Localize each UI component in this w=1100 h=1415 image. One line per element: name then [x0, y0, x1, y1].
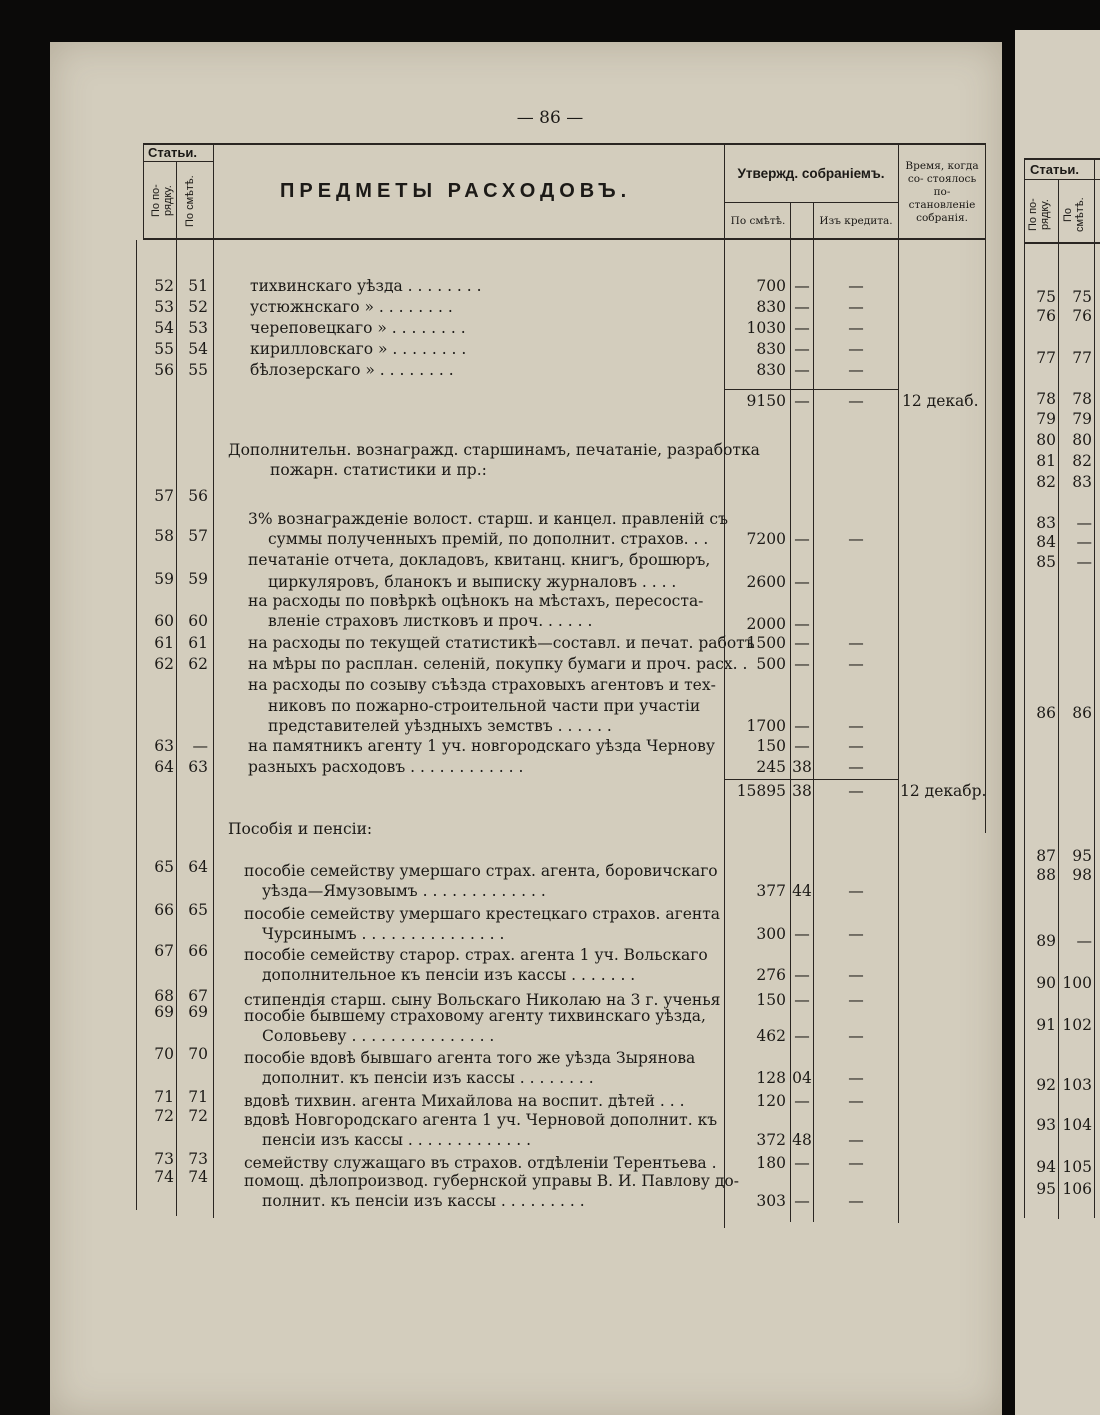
row-description: печатаніе отчета, докладовъ, квитанц. книгъ, брошюръ, [248, 550, 711, 569]
right-col-line [1094, 158, 1095, 1218]
amount-rubles: 1700 [746, 717, 786, 735]
row-description: на расходы по текущей статистикѣ—составл. и печат. работъ [248, 634, 755, 652]
row-order-number: 53 [154, 298, 174, 316]
right-row-estimate-number: 77 [1072, 349, 1092, 367]
table-title: ПРЕДМЕТЫ РАСХОДОВЪ. [280, 180, 632, 202]
amount-rubles: 462 [756, 1027, 786, 1045]
row-description: пособіе семейству старор. страх. агента 1 уч. Вольскаго [244, 946, 708, 964]
amount-rubles: 180 [756, 1154, 786, 1172]
row-order-number: 61 [154, 634, 174, 652]
row-order-number: 74 [154, 1168, 174, 1186]
right-row-estimate-number: 76 [1072, 307, 1092, 325]
total2-date: 12 декабр. [900, 782, 987, 800]
amount-kopecks: 48 [792, 1131, 812, 1149]
row-estimate-number: 73 [188, 1150, 208, 1168]
amount-kopecks: — [794, 1192, 810, 1210]
amount-kopecks: — [794, 298, 810, 316]
total2-rule [724, 779, 898, 780]
amount-credit: — [848, 991, 864, 1009]
row-description: дополнит. къ пенсіи изъ кассы . . . . . . . . [262, 1069, 594, 1087]
amount-credit: — [848, 925, 864, 943]
amount-kopecks: — [794, 991, 810, 1009]
row-order-number: 59 [154, 570, 174, 588]
row-description: 3% вознагражденіе волост. старш. и канцел. правленій съ [248, 510, 728, 528]
amount-credit: — [848, 717, 864, 735]
row-description: вленіе страховъ листковъ и проч. . . . . . [268, 612, 593, 630]
right-articles-header: Статьи. [1030, 162, 1079, 177]
amount-kopecks: — [794, 1027, 810, 1045]
right-row-estimate-number: — [1076, 514, 1092, 532]
row-description: семейству служащаго въ страхов. отдѣленіи Терентьева . [244, 1154, 717, 1172]
amount-credit: — [848, 1092, 864, 1110]
row-description: разныхъ расходовъ . . . . . . . . . . . . [248, 758, 524, 776]
row-estimate-number: 60 [188, 612, 208, 630]
right-row-estimate-number: 95 [1072, 847, 1092, 865]
row-estimate-number: 52 [188, 298, 208, 316]
right-header-rule [1024, 242, 1100, 244]
section1-line2: пожарн. статистики и пр.: [270, 461, 487, 479]
amount-rubles: 1030 [746, 319, 786, 337]
amount-kopecks: 44 [792, 882, 812, 900]
section1-line1: Дополнительн. вознагражд. старшинамъ, печатаніе, разработка [228, 441, 760, 459]
right-row-estimate-number: — [1076, 533, 1092, 551]
row-order-number: 54 [154, 319, 174, 337]
amount-kopecks: 38 [792, 758, 812, 776]
amount-credit: — [848, 1027, 864, 1045]
amount-kopecks: — [794, 1154, 810, 1172]
row-description: пособіе семейству умершаго страх. агента, боровичскаго [244, 862, 718, 880]
amount-credit: — [848, 277, 864, 295]
right-row-order-number: 95 [1036, 1180, 1056, 1198]
right-articles-rule [1024, 179, 1100, 180]
section2-title: Пособія и пенсіи: [228, 820, 373, 838]
right-row-order-number: 82 [1036, 473, 1056, 491]
row-order-number: 63 [154, 737, 174, 755]
right-row-estimate-number: 100 [1062, 974, 1092, 992]
row-estimate-number: 67 [188, 987, 208, 1005]
row-estimate-number: 72 [188, 1107, 208, 1125]
row-description: Чурсинымъ . . . . . . . . . . . . . . . [262, 925, 505, 943]
row-description: дополнительное къ пенсіи изъ кассы . . . . . . . [262, 966, 636, 984]
row-estimate-number: 70 [188, 1045, 208, 1063]
table-top-rule [143, 143, 985, 145]
row-estimate-number: 56 [188, 487, 208, 505]
amount-credit: — [848, 530, 864, 548]
amount-kopecks: — [794, 615, 810, 633]
right-row-order-number: 94 [1036, 1158, 1056, 1176]
amount-rubles: 7200 [746, 530, 786, 548]
time-header: Время, когда со- стоялось по- становленіе собранія. [905, 160, 979, 224]
row-description: вдовѣ тихвин. агента Михайлова на воспит. дѣтей . . . [244, 1092, 685, 1110]
col-line [898, 143, 899, 1223]
total2-credit: — [848, 782, 864, 800]
amount-credit: — [848, 966, 864, 984]
total1-kop: — [794, 392, 810, 410]
right-row-order-number: 75 [1036, 288, 1056, 306]
row-description: пенсіи изъ кассы . . . . . . . . . . . . . [262, 1131, 532, 1149]
amount-rubles: 120 [756, 1092, 786, 1110]
row-description: на расходы по повѣркѣ оцѣнокъ на мѣстахъ, пересоста- [248, 592, 704, 610]
right-row-estimate-number: 106 [1062, 1180, 1092, 1198]
row-description: пособіе бывшему страховому агенту тихвинскаго уѣзда, [244, 1007, 706, 1025]
total1-value: 9150 [746, 392, 786, 410]
row-description: тихвинскаго уѣзда . . . . . . . . [250, 277, 482, 295]
amount-kopecks: — [794, 634, 810, 652]
articles-rule [143, 161, 213, 162]
right-row-order-number: 92 [1036, 1076, 1056, 1094]
row-estimate-number: 71 [188, 1088, 208, 1106]
row-order-number: 70 [154, 1045, 174, 1063]
row-order-number: 68 [154, 987, 174, 1005]
right-row-order-number: 80 [1036, 431, 1056, 449]
col-line [985, 143, 986, 833]
right-row-order-number: 84 [1036, 533, 1056, 551]
amount-kopecks: — [794, 966, 810, 984]
amount-rubles: 830 [756, 340, 786, 358]
amount-credit: — [848, 655, 864, 673]
amount-rubles: 303 [756, 1192, 786, 1210]
amount-rubles: 128 [756, 1069, 786, 1087]
row-estimate-number: 55 [188, 361, 208, 379]
amount-credit: — [848, 298, 864, 316]
amount-kopecks: — [794, 340, 810, 358]
right-row-order-number: 76 [1036, 307, 1056, 325]
right-by-order-header: По по- рядку. [1027, 198, 1051, 232]
row-order-number: 66 [154, 901, 174, 919]
amount-rubles: 372 [756, 1131, 786, 1149]
amount-kopecks: — [794, 530, 810, 548]
row-description: устюжнскаго » . . . . . . . . [250, 298, 453, 316]
total1-rule [724, 389, 898, 390]
approved-estimate-header: По смѣтѣ. [730, 215, 786, 227]
row-estimate-number: 61 [188, 634, 208, 652]
row-order-number: 67 [154, 942, 174, 960]
amount-kopecks: — [794, 717, 810, 735]
col-line [724, 143, 725, 1228]
amount-rubles: 150 [756, 737, 786, 755]
right-row-order-number: 86 [1036, 704, 1056, 722]
row-estimate-number: — [192, 737, 208, 755]
right-row-order-number: 88 [1036, 866, 1056, 884]
right-row-order-number: 77 [1036, 349, 1056, 367]
amount-credit: — [848, 1131, 864, 1149]
row-order-number: 55 [154, 340, 174, 358]
amount-rubles: 830 [756, 361, 786, 379]
row-order-number: 73 [154, 1150, 174, 1168]
by-estimate-header: По смѣтѣ. [184, 175, 196, 227]
row-order-number: 60 [154, 612, 174, 630]
col-line [143, 143, 144, 240]
amount-rubles: 830 [756, 298, 786, 316]
amount-credit: — [848, 361, 864, 379]
right-row-estimate-number: 103 [1062, 1076, 1092, 1094]
amount-rubles: 377 [756, 882, 786, 900]
row-estimate-number: 59 [188, 570, 208, 588]
right-row-order-number: 81 [1036, 452, 1056, 470]
amount-kopecks: — [794, 319, 810, 337]
right-row-order-number: 90 [1036, 974, 1056, 992]
row-estimate-number: 63 [188, 758, 208, 776]
approved-sub-rule [724, 202, 898, 203]
row-estimate-number: 54 [188, 340, 208, 358]
total2-value: 15895 [736, 782, 786, 800]
row-description: пособіе семейству умершаго крестецкаго страхов. агента [244, 905, 721, 923]
amount-rubles: 700 [756, 277, 786, 295]
total1-date: 12 декаб. [902, 392, 979, 410]
right-row-order-number: 91 [1036, 1016, 1056, 1034]
amount-kopecks: 04 [792, 1069, 812, 1087]
amount-rubles: 2600 [746, 573, 786, 591]
row-description: вдовѣ Новгородскаго агента 1 уч. Черновой дополнит. къ [244, 1111, 718, 1129]
right-row-estimate-number: — [1076, 932, 1092, 950]
col-line-left [136, 240, 137, 1210]
row-description: пособіе вдовѣ бывшаго агента того же уѣзда Зырянова [244, 1049, 696, 1067]
row-order-number: 69 [154, 1003, 174, 1021]
amount-kopecks: — [794, 573, 810, 591]
amount-credit: — [848, 1069, 864, 1087]
header-bottom-rule [143, 238, 985, 240]
right-row-estimate-number: 105 [1062, 1158, 1092, 1176]
row-description: представителей уѣздныхъ земствъ . . . . . . [268, 717, 612, 735]
row-estimate-number: 51 [188, 277, 208, 295]
approved-header: Утвержд. собраніемъ. [737, 166, 885, 181]
row-order-number: 64 [154, 758, 174, 776]
row-order-number: 72 [154, 1107, 174, 1125]
row-estimate-number: 62 [188, 655, 208, 673]
row-estimate-number: 65 [188, 901, 208, 919]
col-line [213, 143, 214, 1218]
right-row-estimate-number: 102 [1062, 1016, 1092, 1034]
amount-credit: — [848, 1192, 864, 1210]
right-col-line [1058, 179, 1059, 1219]
col-line [176, 161, 177, 1216]
row-description: помощ. дѣлопроизвод. губернской управы В. И. Павлову до- [244, 1172, 739, 1190]
right-col-line [1024, 158, 1025, 1218]
total1-credit: — [848, 392, 864, 410]
articles-header: Статьи. [148, 145, 197, 160]
row-estimate-number: 64 [188, 858, 208, 876]
row-description: на мѣры по расплан. селеній, покупку бумаги и проч. расх. . [248, 655, 748, 673]
right-row-estimate-number: 78 [1072, 390, 1092, 408]
page-number: — 86 — [516, 108, 584, 128]
right-row-estimate-number: 75 [1072, 288, 1092, 306]
row-description: на расходы по созыву съѣзда страховыхъ агентовъ и тех- [248, 676, 716, 694]
amount-kopecks: — [794, 361, 810, 379]
row-order-number: 62 [154, 655, 174, 673]
row-description: никовъ по пожарно-строительной части при участіи [268, 696, 701, 715]
amount-kopecks: — [794, 277, 810, 295]
right-row-estimate-number: 104 [1062, 1116, 1092, 1134]
amount-rubles: 300 [756, 925, 786, 943]
right-row-estimate-number: 83 [1072, 473, 1092, 491]
amount-credit: — [848, 340, 864, 358]
amount-rubles: 1500 [746, 634, 786, 652]
right-row-estimate-number: 80 [1072, 431, 1092, 449]
amount-rubles: 150 [756, 991, 786, 1009]
right-row-order-number: 83 [1036, 514, 1056, 532]
row-order-number: 71 [154, 1088, 174, 1106]
approved-credit-header: Изъ кредита. [819, 215, 893, 227]
amount-kopecks: — [794, 1092, 810, 1110]
amount-kopecks: — [794, 655, 810, 673]
row-description: стипендія старш. сыну Вольскаго Николаю на 3 г. ученья [244, 991, 721, 1009]
amount-rubles: 245 [756, 758, 786, 776]
row-description: уѣзда—Ямузовымъ . . . . . . . . . . . . . [262, 882, 546, 900]
row-order-number: 52 [154, 277, 174, 295]
row-order-number: 57 [154, 487, 174, 505]
amount-credit: — [848, 758, 864, 776]
row-description: циркуляровъ, бланокъ и выписку журналовъ . . . . [268, 573, 677, 591]
right-row-estimate-number: 86 [1072, 704, 1092, 722]
row-estimate-number: 57 [188, 527, 208, 545]
amount-kopecks: — [794, 737, 810, 755]
right-row-estimate-number: 98 [1072, 866, 1092, 884]
right-row-estimate-number: 79 [1072, 410, 1092, 428]
row-description: бѣлозерскаго » . . . . . . . . [250, 361, 454, 379]
amount-rubles: 2000 [746, 615, 786, 633]
row-description: череповецкаго » . . . . . . . . [250, 319, 466, 337]
row-description: полнит. къ пенсіи изъ кассы . . . . . . . . . [262, 1192, 585, 1210]
amount-credit: — [848, 882, 864, 900]
right-row-estimate-number: 82 [1072, 452, 1092, 470]
by-order-header: По по- рядку. [150, 184, 174, 218]
row-description: Соловьеву . . . . . . . . . . . . . . . [262, 1027, 495, 1045]
row-estimate-number: 66 [188, 942, 208, 960]
right-by-estimate-header: По смѣтѣ. [1062, 197, 1086, 233]
row-estimate-number: 53 [188, 319, 208, 337]
amount-kopecks: — [794, 925, 810, 943]
amount-rubles: 500 [756, 655, 786, 673]
right-row-order-number: 79 [1036, 410, 1056, 428]
row-order-number: 58 [154, 527, 174, 545]
amount-credit: — [848, 1154, 864, 1172]
amount-credit: — [848, 634, 864, 652]
row-description: кирилловскаго » . . . . . . . . [250, 340, 467, 358]
amount-rubles: 276 [756, 966, 786, 984]
total2-kop: 38 [792, 782, 812, 800]
right-row-order-number: 78 [1036, 390, 1056, 408]
right-row-order-number: 87 [1036, 847, 1056, 865]
row-order-number: 65 [154, 858, 174, 876]
row-estimate-number: 74 [188, 1168, 208, 1186]
row-description: суммы полученныхъ премій, по дополнит. страхов. . . [268, 530, 709, 548]
right-row-order-number: 89 [1036, 932, 1056, 950]
row-order-number: 56 [154, 361, 174, 379]
right-row-order-number: 85 [1036, 553, 1056, 571]
amount-credit: — [848, 737, 864, 755]
amount-credit: — [848, 319, 864, 337]
right-row-estimate-number: — [1076, 553, 1092, 571]
right-top-rule [1024, 158, 1100, 160]
row-estimate-number: 69 [188, 1003, 208, 1021]
right-row-order-number: 93 [1036, 1116, 1056, 1134]
row-description: на памятникъ агенту 1 уч. новгородскаго уѣзда Чернову [248, 737, 715, 755]
